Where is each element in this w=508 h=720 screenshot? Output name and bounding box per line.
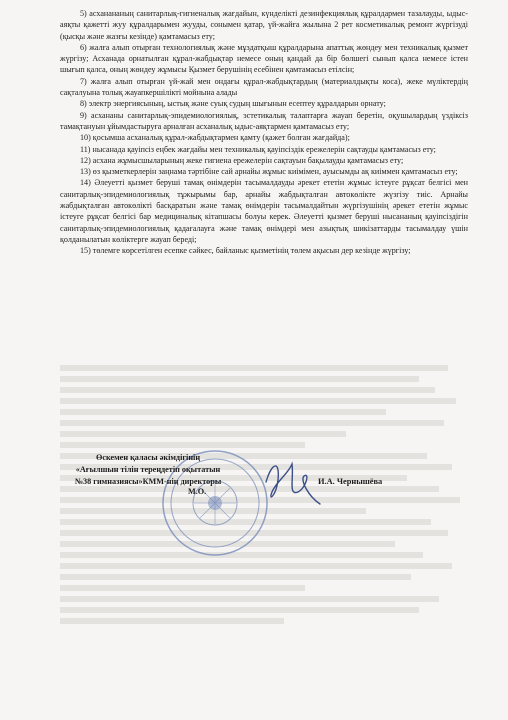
paragraph-13: 13) өз қызметкерлерін заңнама тәртібіне сай арнайы жұмыс киімімен, ауысымды ақ киіммен қамтамасыз ету;	[80, 167, 458, 177]
paragraph-8: 8) электр энергиясының, ыстық және суық судың шығынын есептеу құралдарын орнату;	[80, 99, 386, 109]
paragraph-12: 12) асхана жұмысшыларының жеке гигиена ережелерін сақтауын бақылауды қамтамасыз ету;	[80, 155, 404, 165]
signer-name: И.А. Чернышёва	[318, 477, 383, 486]
org-line-3: №38 гимназиясы»КММ-нің директоры	[74, 477, 222, 486]
paragraph-11: 11) нысанада қауіпсіз еңбек жағдайы мен техникалық қауіпсіздік ережелерін сақтауды қамтамасыз ету;	[80, 144, 436, 154]
paragraph-14: 14) Әлеуетті қызмет беруші тамақ өнімдерін тасымалдауды әрекет ететін жұмыс істеуге рұқсат белгісі мен санитарлық-эпидемиологиялық тұжырымы бар, арнайы жабдықталған автокөлікте жүзгізу тиіс. Арнайы жабдықталған автокөлікті басқаратын және тамақ өнімдерін тасымалдайтын жүргізушінің әрекет ететін жұмыс істеуге рұқсат белгісі бар медициналық кітапшасы болуы керек. Әлеуетті қызмет беруші нысананың қауіпсіздігін санитарлық-эпидемиологиялық қадағалауға және тамақ өнімдері мен азықтық шикізаттарды тасымалдау үшін қолданылатын көліктерге жауап береді;	[60, 178, 468, 244]
paragraph-9: 9) асхананы санитарлық-эпидемиологиялық, эстетикалық талаптарға жауап беретін, оқушылардың үздіксіз тамақтануын ұйымдастыруға арналған асханалық ыдыс-аяқтармен қамтамасыз ету;	[60, 110, 468, 131]
org-line-2: «Ағылшын тілін тереңдетіп оқытатын	[75, 465, 221, 474]
paragraph-10: 10) қосымша асханалық құрал-жабдықтармен қамту (қажет болған жағдайда);	[80, 133, 350, 143]
paragraph-7: 7) жалға алып отырған үй-жай мен ондағы құрал-жабдықтардың (материалдықты коса), жеке мүліктердің сақталуына толық жауапкершілікті мойнына алады	[60, 76, 468, 98]
stamp-place-label: М.О.	[188, 487, 207, 496]
paragraph-15: 15) төлемге көрсетілген есепке сәйкес, байланыс қызметінің төлем ақысын дер кезінде жүргізу;	[80, 246, 411, 256]
paragraph-5: 5) асханананың санитарлық-гигиеналық жағдайын, күнделікті дезинфекциялық құралдармен тазалауды, ыдыс-аяқты қажетті жуу құралдарымен жууды, сонымен қатар, үй-жайға жылына 2 рет косметикалық ремонт жүргізуді (қысқы және жазғы кезінде) қамтамасыз ету;	[60, 9, 468, 41]
signature-block	[38, 452, 258, 496]
org-line-1: Өскемен қаласы әкімдігінің	[95, 453, 201, 462]
body-text	[60, 8, 468, 257]
paragraph-6: 6) жалға алып отырған технологиялық және мұздатқыш құралдарына апаттық жөндеу мен техникалық қызмет жүргізу; Асханада орнатылған құрал-жабдықтар немесе оның қандай да бір бөлшегі сынып қалса немесе істен шығып қалса, оның жөндеу жұмысы Қызмет берушінің есебінен қамтамасыз етілсін;	[60, 42, 468, 75]
